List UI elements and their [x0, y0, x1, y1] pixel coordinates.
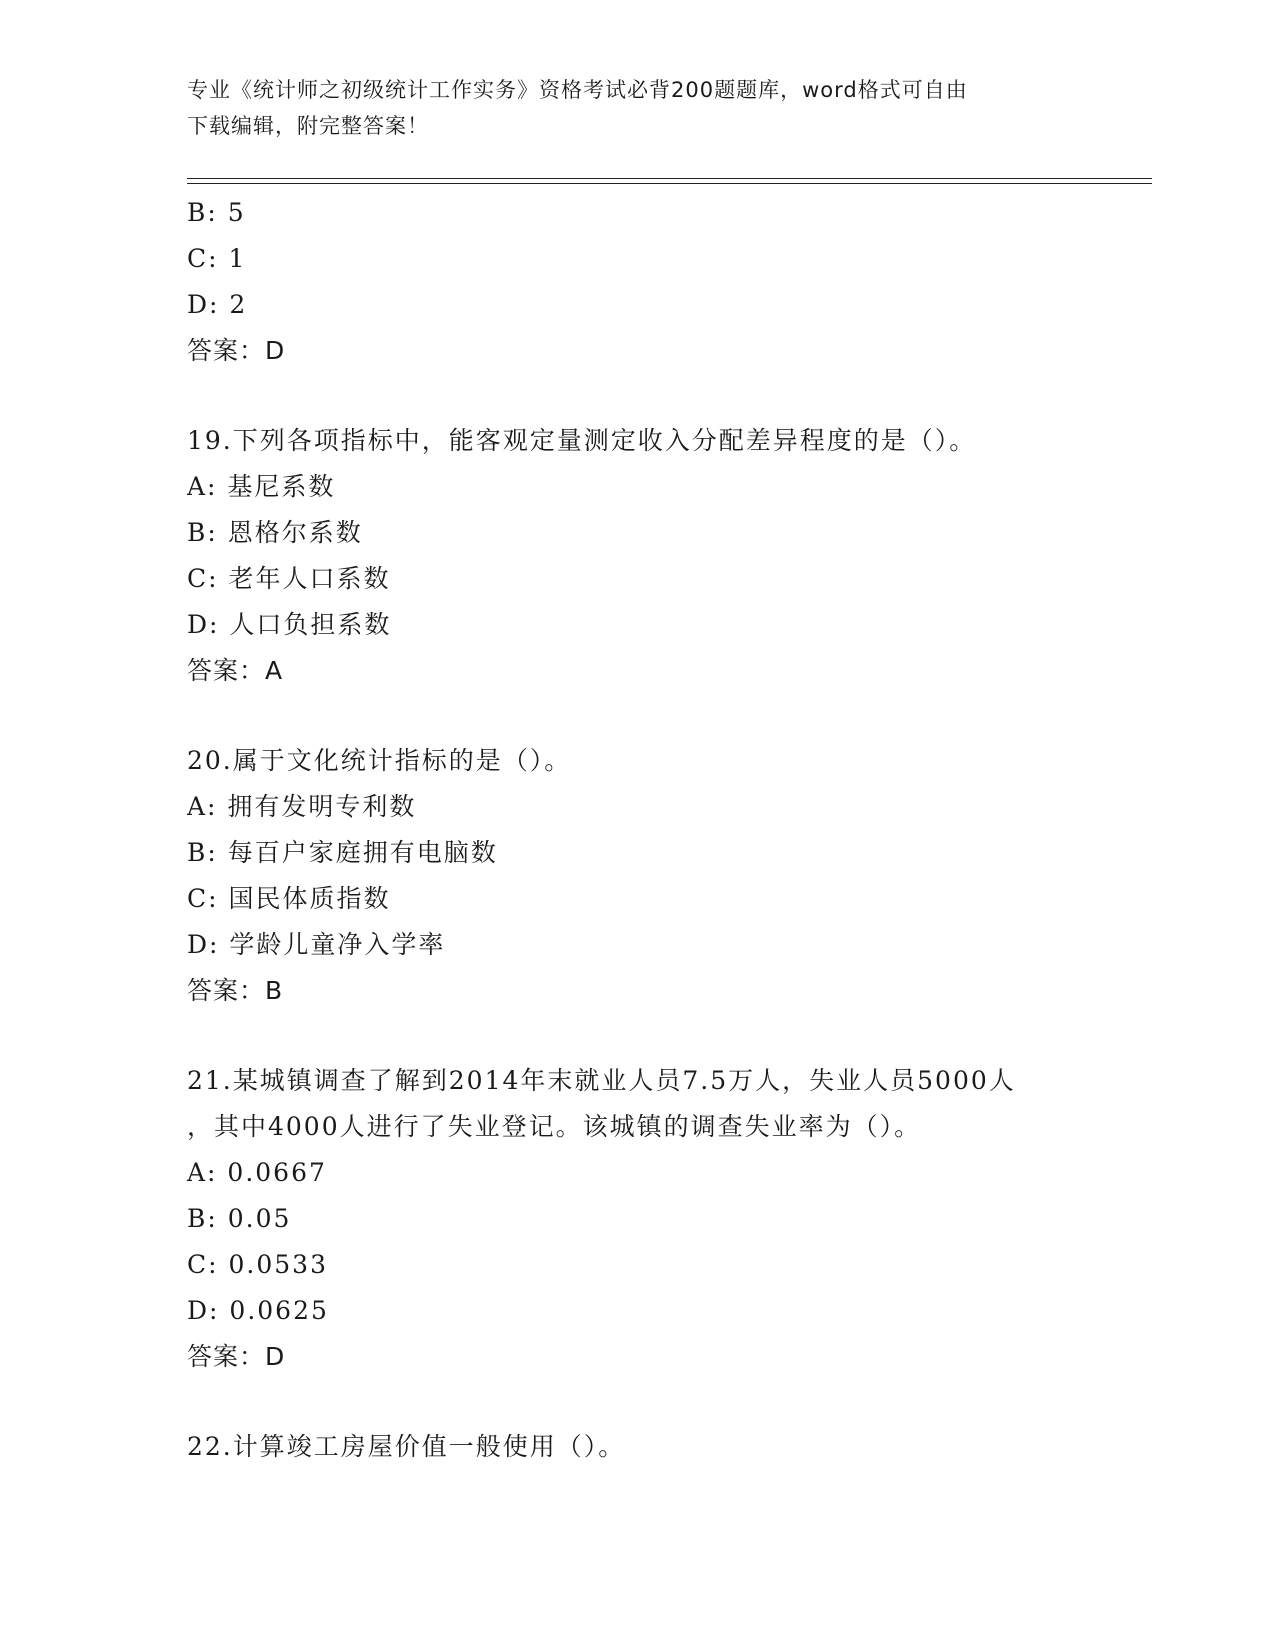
question-20 [187, 738, 1152, 1014]
option-c: C: 1 [187, 244, 247, 273]
question-text-line-1: 21.某城镇调查了解到2014年末就业人员7.5万人，失业人员5000人 [187, 1066, 1016, 1095]
question-text: 20.属于文化统计指标的是（）。 [187, 746, 572, 775]
option-a: A: 0.0667 [187, 1158, 327, 1187]
option-d: D: 人口负担系数 [187, 610, 392, 639]
option-b: B: 恩格尔系数 [187, 518, 363, 547]
option-b: B: 0.05 [187, 1204, 292, 1233]
question-text-line-2: ，其中4000人进行了失业登记。该城镇的调查失业率为（）。 [187, 1112, 922, 1141]
header-divider-bottom [187, 183, 1152, 184]
question-text: 22.计算竣工房屋价值一般使用（）。 [187, 1432, 626, 1461]
option-b: B: 每百户家庭拥有电脑数 [187, 838, 498, 867]
answer-line: 答案：D [187, 336, 286, 365]
header-line-1: 专业《统计师之初级统计工作实务》资格考试必背200题题库，word格式可自由 [187, 78, 968, 102]
question-text: 19.下列各项指标中，能客观定量测定收入分配差异程度的是（）。 [187, 426, 977, 455]
question-19 [187, 418, 1152, 694]
option-d: D: 学龄儿童净入学率 [187, 930, 446, 959]
question-list [187, 190, 1152, 1470]
question-22 [187, 1424, 1152, 1470]
answer-line: 答案：A [187, 656, 284, 685]
question-21 [187, 1058, 1152, 1380]
answer-line: 答案：D [187, 1342, 286, 1371]
option-c: C: 0.0533 [187, 1250, 328, 1279]
option-a: A: 基尼系数 [187, 472, 336, 501]
header-divider-top [187, 178, 1152, 179]
option-d: D: 0.0625 [187, 1296, 329, 1325]
answer-line: 答案：B [187, 976, 284, 1005]
option-c: C: 国民体质指数 [187, 884, 391, 913]
question-18-tail [187, 190, 1152, 374]
option-b: B: 5 [187, 198, 246, 227]
document-header [187, 72, 1087, 144]
option-c: C: 老年人口系数 [187, 564, 391, 593]
header-line-2: 下载编辑，附完整答案！ [187, 114, 429, 138]
option-d: D: 2 [187, 290, 248, 319]
option-a: A: 拥有发明专利数 [187, 792, 417, 821]
